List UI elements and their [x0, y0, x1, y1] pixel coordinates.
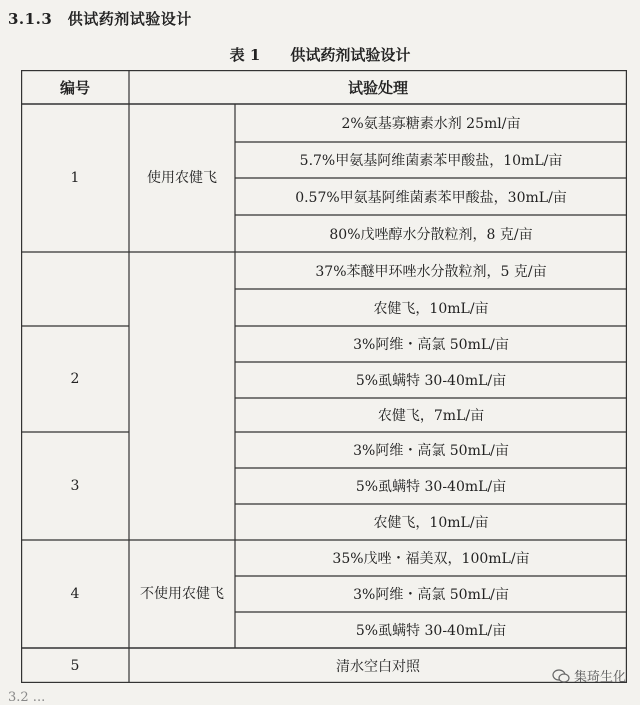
treatment-row: 农健飞，10mL/亩 — [373, 515, 489, 531]
treatment-row: 0.57%甲氨基阿维菌素苯甲酸盐，30mL/亩 — [295, 189, 567, 206]
treatment-row: 农健飞，7mL/亩 — [377, 408, 485, 424]
row-id-3: 3 — [70, 478, 80, 494]
treatment-row: 3%阿维・高氯 50mL/亩 — [353, 337, 509, 353]
treatment-row: 5%虱螨特 30-40mL/亩 — [355, 373, 507, 389]
header-treatment: 试验处理 — [347, 78, 408, 97]
treatment-row: 37%苯醚甲环唑水分散粒剂，5 克/亩 — [315, 263, 547, 280]
footer-fragment: 3.2 ... — [8, 690, 46, 705]
table-caption — [0, 44, 640, 65]
wechat-icon — [552, 669, 570, 683]
table-title: 供试药剂试验设计 — [290, 46, 411, 64]
treatment-row: 3%阿维・高氯 50mL/亩 — [353, 587, 509, 603]
group-label-use: 使用农健飞 — [147, 170, 217, 186]
treatment-row: 2%氨基寡糖素水剂 25ml/亩 — [341, 116, 521, 132]
row-id-4: 4 — [70, 586, 80, 602]
row-id-5: 5 — [70, 657, 80, 674]
control-row: 清水空白对照 — [336, 658, 420, 675]
watermark — [552, 666, 626, 685]
row-id-2: 2 — [70, 371, 80, 387]
section-title: 3.1.3 供试药剂试验设计 — [8, 10, 192, 28]
trial-design-table — [21, 70, 627, 683]
treatment-row: 3%阿维・高氯 50mL/亩 — [353, 443, 509, 459]
row-id-1: 1 — [70, 170, 80, 186]
treatment-row: 农健飞，10mL/亩 — [373, 300, 489, 317]
treatment-row: 5%虱螨特 30-40mL/亩 — [355, 623, 507, 639]
treatment-row: 5%虱螨特 30-40mL/亩 — [355, 479, 507, 495]
treatment-row: 35%戊唑・福美双，100mL/亩 — [332, 551, 530, 567]
header-id: 编号 — [59, 78, 90, 97]
treatment-row: 5.7%甲氨基阿维菌素苯甲酸盐，10mL/亩 — [299, 153, 563, 169]
treatment-row: 80%戊唑醇水分散粒剂，8 克/亩 — [329, 226, 533, 243]
watermark-text: 集琦生化 — [573, 670, 626, 685]
group-label-no-use: 不使用农健飞 — [140, 586, 224, 602]
table-number: 表 1 — [229, 46, 261, 64]
